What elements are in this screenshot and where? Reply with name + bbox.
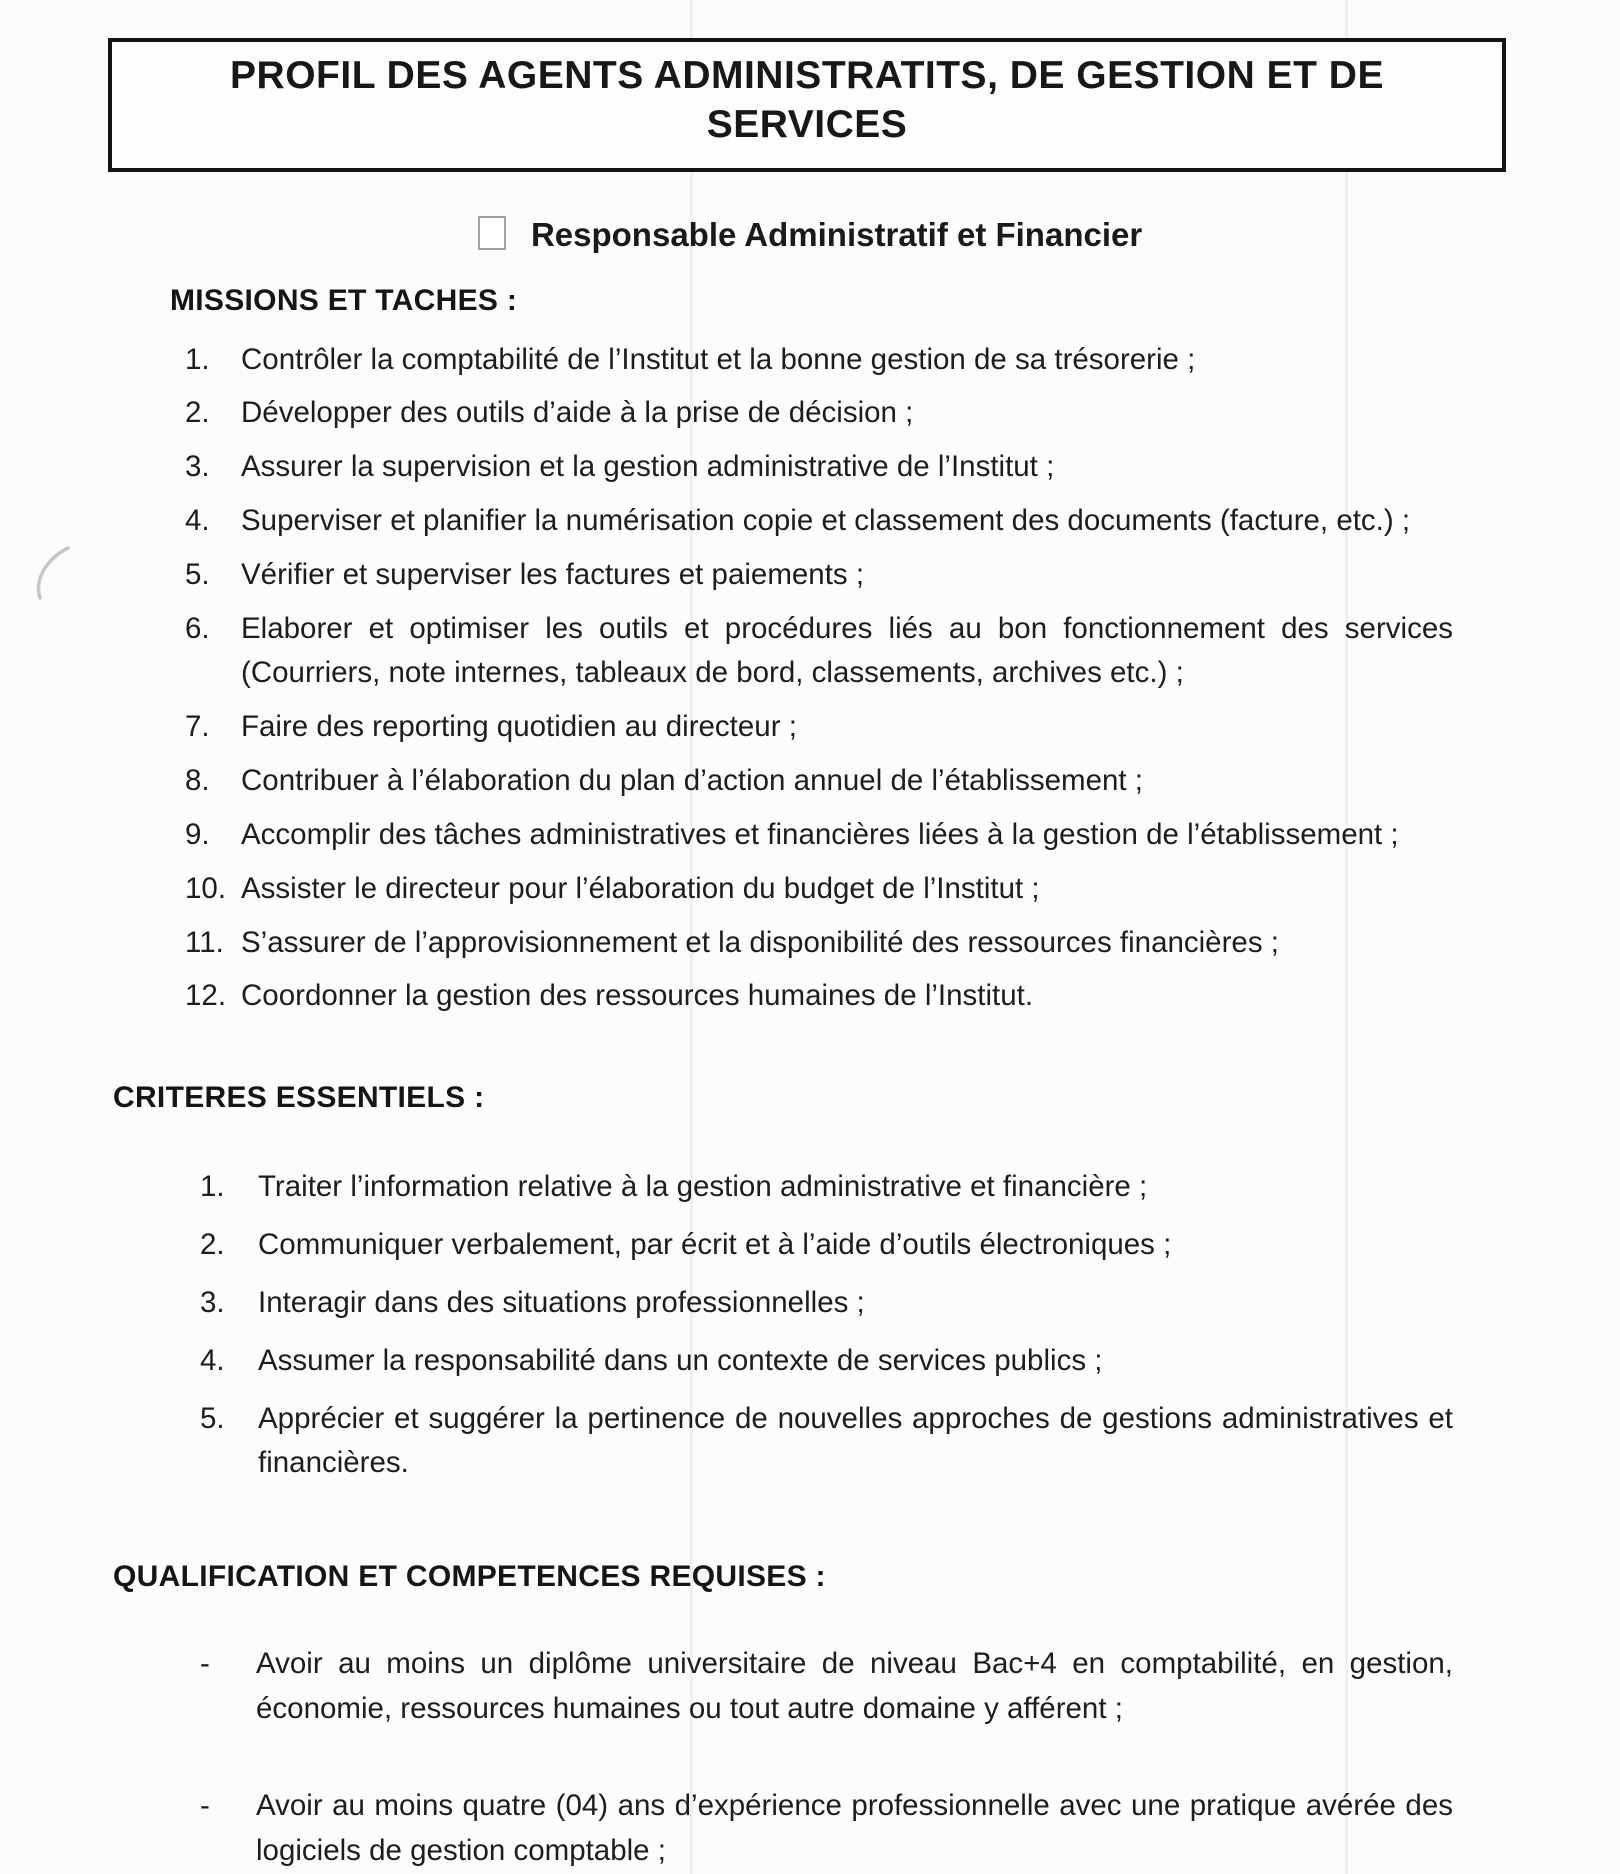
list-item-marker: - [200, 1788, 210, 1822]
list-item [185, 705, 1453, 750]
list-item-marker: - [200, 1647, 210, 1681]
list-item-marker: 12. [185, 979, 227, 1013]
list-item-text: Communiquer verbalement, par écrit et à l’aide d’outils électroniques ; [258, 1228, 1172, 1262]
page-title-line1: PROFIL DES AGENTS ADMINISTRATITS, DE GESTION ET DE [230, 54, 1384, 97]
list-item-marker: 1. [200, 1170, 225, 1204]
list-item-text: Elaborer et optimiser les outils et procédures liés au bon fonctionnement des services (Courriers, note internes, tableaux de bord, classements, archives etc.) ; [241, 611, 1453, 690]
list-item [200, 1339, 1453, 1384]
qualifications-list [200, 1642, 1453, 1873]
list-item-text: Traiter l’information relative à la gestion administrative et financière ; [258, 1170, 1148, 1204]
list-item [185, 867, 1453, 912]
list-item [185, 759, 1453, 804]
list-item-text: Assurer la supervision et la gestion administrative de l’Institut ; [241, 450, 1055, 484]
list-item-text: Coordonner la gestion des ressources humaines de l’Institut. [241, 979, 1034, 1013]
list-item-text: Assumer la responsabilité dans un contexte de services publics ; [258, 1343, 1103, 1377]
list-item [200, 1397, 1453, 1487]
list-item-text: S’assurer de l’approvisionnement et la disponibilité des ressources financières ; [241, 925, 1279, 959]
list-item-marker: 9. [185, 817, 210, 851]
missions-list [185, 338, 1453, 1020]
list-item-marker: 2. [200, 1228, 225, 1262]
criteres-heading: CRITERES ESSENTIELS : [113, 1081, 485, 1115]
list-item-marker: 4. [185, 503, 210, 537]
list-item-text: Avoir au moins quatre (04) ans d’expérience professionnelle avec une pratique avérée des logiciels de gestion comptable ; [256, 1788, 1453, 1867]
subtitle-text: Responsable Administratif et Financier [530, 215, 1143, 253]
list-item [185, 338, 1453, 383]
list-item [200, 1642, 1453, 1732]
empty-checkbox-icon [478, 216, 506, 250]
list-item-text: Apprécier et suggérer la pertinence de nouvelles approches de gestions administratives et financières. [258, 1401, 1453, 1480]
list-item [185, 445, 1453, 490]
list-item [185, 499, 1453, 544]
list-item-text: Développer des outils d’aide à la prise de décision ; [241, 396, 914, 430]
list-item-marker: 3. [185, 450, 210, 484]
list-item-marker: 3. [200, 1285, 225, 1319]
list-item-marker: 5. [185, 557, 210, 591]
list-item [185, 813, 1453, 858]
list-item [200, 1281, 1453, 1326]
page-title [132, 52, 1482, 150]
list-item [200, 1223, 1453, 1268]
page-title-line2: SERVICES [706, 102, 908, 146]
section-subtitle [0, 216, 1620, 254]
list-item [200, 1784, 1453, 1874]
document-title-box [108, 38, 1506, 172]
list-item-text: Accomplir des tâches administratives et financières liées à la gestion de l’établissement ; [241, 817, 1399, 851]
list-item-text: Avoir au moins un diplôme universitaire de niveau Bac+4 en comptabilité, en gestion, économie, ressources humaines ou tout autre domaine y afférent ; [256, 1647, 1453, 1726]
list-item [185, 974, 1453, 1019]
list-item-text: Contribuer à l’élaboration du plan d’action annuel de l’établissement ; [241, 764, 1143, 798]
criteres-list [200, 1165, 1453, 1486]
list-item-text: Vérifier et superviser les factures et paiements ; [241, 557, 865, 591]
list-item-marker: 4. [200, 1343, 225, 1377]
list-item-text: Interagir dans des situations professionnelles ; [258, 1285, 865, 1319]
missions-heading: MISSIONS ET TACHES : [170, 283, 518, 317]
list-item-marker: 2. [185, 396, 210, 430]
list-item-marker: 6. [185, 611, 210, 645]
list-item-text: Contrôler la comptabilité de l’Institut et la bonne gestion de sa trésorerie ; [241, 342, 1196, 376]
list-item-text: Superviser et planifier la numérisation copie et classement des documents (facture, etc.) ; [241, 503, 1411, 537]
list-item [185, 553, 1453, 598]
qualifications-heading: QUALIFICATION ET COMPETENCES REQUISES : [113, 1560, 826, 1594]
list-item-marker: 5. [200, 1401, 225, 1435]
list-item-marker: 1. [185, 342, 210, 376]
list-item-marker: 8. [185, 764, 210, 798]
list-item-marker: 11. [185, 925, 224, 959]
list-item [200, 1165, 1453, 1210]
list-item [185, 921, 1453, 966]
list-item-text: Faire des reporting quotidien au directeur ; [241, 710, 797, 744]
list-item-marker: 7. [185, 710, 210, 744]
list-item [185, 391, 1453, 436]
list-item-text: Assister le directeur pour l’élaboration du budget de l’Institut ; [241, 871, 1040, 905]
list-item-marker: 10. [185, 871, 227, 905]
list-item [185, 607, 1453, 697]
